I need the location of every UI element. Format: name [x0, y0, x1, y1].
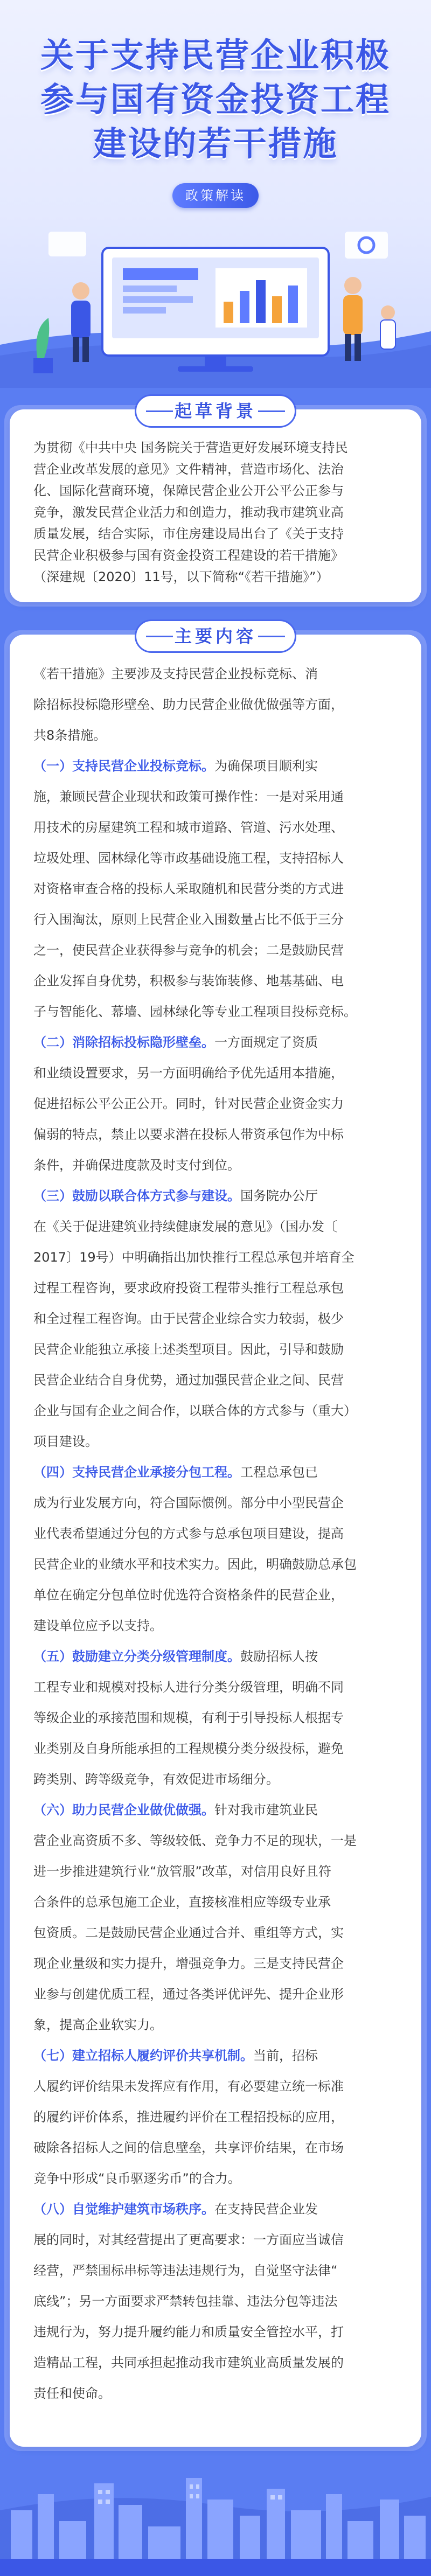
background-heading: [135, 394, 296, 428]
main-line: [33, 879, 344, 899]
main-line: [33, 725, 106, 746]
main-line-text: 包资质。二是鼓励民营企业通过合并、重组等方式，实: [33, 1925, 344, 1940]
main-line: [33, 2383, 111, 2404]
main-line-text: 为确保项目顺利实: [214, 758, 318, 774]
main-line-text: 成为行业发展方向，符合国际惯例。部分中小型民营企: [33, 1495, 344, 1510]
main-line: [33, 2291, 337, 2312]
background-line: （深建规〔2020〕11号，以下简称“《若干措施》”）: [33, 569, 329, 584]
policy-interpretation-tag: 政策解读: [172, 183, 259, 208]
main-line: [33, 1308, 344, 1329]
main-line: [33, 1401, 357, 1421]
measure-heading: （三）鼓励以联合体方式参与建设。: [33, 1188, 240, 1203]
main-line: [33, 1216, 337, 1237]
main-line-text: 现企业量级和实力提升，增强竞争力。三是支持民营企: [33, 1956, 344, 1971]
main-line: [33, 2199, 318, 2219]
main-line: [33, 2260, 337, 2281]
main-line-text: 偏弱的特点，禁止以要求潜在投标人带资承包作为中标: [33, 1127, 344, 1142]
main-line: [33, 2138, 344, 2158]
main-line-text: 民营企业能独立承接上述类型项目。因此，引导和鼓励: [33, 1342, 344, 1357]
main-line-text: 象，提高企业软实力。: [33, 2017, 163, 2032]
hero-title-line-3: 建设的若干措施: [93, 124, 338, 163]
background-panel: [10, 401, 421, 602]
hero-title: [0, 33, 431, 166]
main-line: [33, 2107, 344, 2127]
main-line: [33, 1953, 344, 1974]
main-line: [33, 1001, 357, 1022]
background-line: 竞争，激发民营企业活力和创造力，推动我市建筑业高: [33, 505, 344, 520]
hero-banner: [0, 0, 431, 388]
main-line: [33, 1892, 331, 1912]
main-line-text: 促进招标公平公正公开。同时，针对民营企业资金实力: [33, 1096, 344, 1111]
measure-heading: （四）支持民营企业承接分包工程。: [33, 1465, 240, 1480]
main-line: [33, 1861, 331, 1882]
main-line: [33, 1094, 344, 1114]
background-line: 化、国际化营商环境，保障民营企业公开公平公正参与: [33, 483, 344, 498]
main-line: [33, 1431, 98, 1452]
main-line-text: 企业发挥自身优势，积极参与装饰装修、地基基础、电: [33, 973, 344, 988]
main-line-text: 民营企业的业绩水平和技术实力。因此，明确鼓励总承包: [33, 1557, 357, 1572]
main-line-text: 和全过程工程咨询。由于民营企业综合实力较弱，极少: [33, 1311, 344, 1326]
main-line-text: 企业与国有企业之间合作，以联合体的方式参与（重大）: [33, 1403, 357, 1418]
main-line-text: 人履约评价结果未发挥应有作用，有必要建立统一标准: [33, 2079, 344, 2094]
main-content-panel: [10, 626, 421, 2447]
main-line-text: 业类别及自身所能承担的工程规模分类分级投标，避免: [33, 1741, 344, 1756]
main-line-text: 责任和使命。: [33, 2386, 111, 2401]
background-line: 民营企业积极参与国有资金投资工程建设的若干措施》: [33, 548, 344, 563]
main-line-text: 工程总承包已: [240, 1465, 318, 1480]
background-line: 营企业改革发展的意见》文件精神，营造市场化、法治: [33, 462, 344, 477]
main-line: [33, 2168, 241, 2189]
background-line: 为贯彻《中共中央 国务院关于营造更好发展环境支持民: [33, 440, 348, 455]
main-line: [33, 1585, 344, 1605]
measure-heading: （八）自觉维护建筑市场秩序。: [33, 2202, 214, 2217]
main-line-text: 一方面规定了资质: [214, 1035, 318, 1050]
main-line: [33, 1646, 318, 1667]
main-line-text: 民营企业结合自身优势，通过加强民营企业之间、民营: [33, 1373, 344, 1388]
main-line: [33, 817, 344, 838]
heading-left-dash: [146, 410, 173, 412]
main-line: [33, 971, 344, 991]
heading-right-dash: [258, 636, 285, 637]
main-line-text: 竞争中形成“良币驱逐劣币”的合力。: [33, 2171, 241, 2186]
main-line-text: 子与智能化、幕墙、园林绿化等专业工程项目投标竞标。: [33, 1004, 357, 1019]
main-line: [33, 1830, 357, 1851]
measure-heading: （六）助力民营企业做优做强。: [33, 1802, 214, 1818]
main-line: [33, 1032, 318, 1053]
office-illustration-icon: [0, 210, 431, 388]
main-line: [33, 1124, 344, 1145]
measure-heading: （七）建立招标人履约评价共享机制。: [33, 2048, 253, 2063]
main-line: [33, 848, 344, 868]
main-line: [33, 1738, 344, 1759]
main-line-text: 底线”；另一方面要求严禁转包挂靠、违法分包等违法: [33, 2294, 338, 2309]
heading-left-dash: [146, 636, 173, 637]
main-line: [33, 909, 344, 930]
main-line: [33, 2352, 344, 2373]
main-line-text: 单位在确定分包单位时优选符合资格条件的民营企业，: [33, 1588, 344, 1603]
background-line: 质量发展，结合实际，市住房建设局出台了《关于支持: [33, 526, 344, 541]
main-line-text: 经营，严禁围标串标等违法违规行为，自觉坚守法律“: [33, 2263, 338, 2278]
hero-title-line-1: 关于支持民营企业积极: [40, 36, 391, 75]
main-line-text: 展的同时，对其经营提出了更高要求：一方面应当诚信: [33, 2232, 344, 2247]
city-skyline-icon: [0, 2446, 431, 2576]
main-line-text: 当前，招标: [253, 2048, 318, 2063]
main-line: [33, 1155, 240, 1175]
main-line-text: 在《关于促进建筑业持续健康发展的意见》（国办发〔: [33, 1219, 337, 1234]
main-line-text: 项目建设。: [33, 1434, 98, 1449]
main-line-text: 在支持民营企业发: [214, 2202, 318, 2217]
main-line: [33, 1554, 357, 1575]
main-line: [33, 1370, 344, 1390]
main-line: [33, 1186, 318, 1206]
main-line: [33, 1278, 344, 1298]
main-line-text: 业代表希望通过分包的方式参与总承包项目建设，提高: [33, 1526, 344, 1541]
main-heading-text: 主要内容: [174, 626, 256, 646]
measure-heading: （二）消除招标投标隐形壁垒。: [33, 1035, 214, 1050]
main-line-text: 针对我市建筑业民: [214, 1802, 318, 1818]
main-line: [33, 2015, 163, 2035]
main-line-text: 和业绩设置要求，另一方面明确给予优先适用本措施，: [33, 1066, 344, 1081]
main-line: [33, 1616, 163, 1636]
main-line: [33, 1493, 344, 1513]
main-line: [33, 1984, 344, 2004]
main-line: [33, 1677, 344, 1697]
main-line: [33, 1462, 318, 1482]
main-line-text: 破除各招标人之间的信息壁垒，共享评价结果，在市场: [33, 2140, 344, 2155]
main-line: [33, 786, 344, 807]
main-line: [33, 1247, 354, 1268]
main-line-text: 跨类别、跨等级竞争，有效促进市场细分。: [33, 1772, 279, 1787]
hero-title-line-2: 参与国有资金投资工程: [40, 80, 391, 119]
main-line: [33, 694, 344, 715]
main-line-text: 国务院办公厅: [240, 1188, 318, 1203]
main-line-text: 鼓励招标人按: [240, 1649, 318, 1664]
main-line-text: 用技术的房屋建筑工程和城市道路、管道、污水处理、: [33, 820, 344, 835]
main-line-text: 《若干措施》主要涉及支持民营企业投标竞标、消: [33, 666, 318, 681]
main-line: [33, 1769, 279, 1790]
main-line-text: 对资格审查合格的投标人采取随机和民营分类的方式进: [33, 881, 344, 896]
main-line-text: 共8条措施。: [33, 728, 107, 743]
main-line-text: 垃圾处理、园林绿化等市政基础设施工程，支持招标人: [33, 851, 344, 866]
measure-heading: （一）支持民营企业投标竞标。: [33, 758, 214, 774]
main-line: [33, 2322, 344, 2342]
main-line-text: 营企业高资质不多、等级较低、竞争力不足的现状，一是: [33, 1833, 357, 1848]
main-line-text: 工程专业和规模对投标人进行分类分级管理，明确不同: [33, 1680, 344, 1695]
measure-heading: （五）鼓励建立分类分级管理制度。: [33, 1649, 240, 1664]
main-line-text: 建设单位应予以支持。: [33, 1618, 163, 1633]
main-line: [33, 756, 318, 776]
main-line-text: 合条件的总承包施工企业，直接核准相应等级专业承: [33, 1895, 331, 1910]
main-line-text: 条件，并确保进度款及时支付到位。: [33, 1158, 240, 1173]
main-line: [33, 664, 318, 684]
main-line: [33, 2230, 344, 2250]
main-line-text: 违规行为，努力提升履约能力和质量安全管控水平，打: [33, 2324, 344, 2340]
main-line-text: 施，兼顾民营企业现状和政策可操作性：一是对采用通: [33, 789, 344, 804]
main-line: [33, 1063, 344, 1083]
main-line-text: 造精品工程，共同承担起推动我市建筑业高质量发展的: [33, 2355, 344, 2370]
main-line: [33, 940, 344, 960]
main-line: [33, 2045, 318, 2066]
main-line: [33, 1708, 344, 1728]
main-line: [33, 1339, 344, 1360]
heading-right-dash: [258, 410, 285, 412]
main-line: [33, 1800, 318, 1820]
main-line: [33, 1923, 344, 1943]
main-line: [33, 2076, 344, 2097]
main-line-text: 除招标投标隐形壁垒、助力民营企业做优做强等方面，: [33, 697, 344, 712]
main-line-text: 进一步推进建筑行业“放管服”改革，对信用良好且符: [33, 1864, 331, 1879]
main-line-text: 过程工程咨询，要求政府投资工程带头推行工程总承包: [33, 1280, 344, 1296]
background-heading-text: 起草背景: [174, 401, 256, 421]
main-line-text: 等级企业的承接范围和规模，有利于引导投标人根据专: [33, 1710, 344, 1725]
main-line-text: 之一，使民营企业获得参与竞争的机会；二是鼓励民营: [33, 943, 344, 958]
main-line-text: 的履约评价体系，推进履约评价在工程招投标的应用，: [33, 2109, 344, 2125]
main-line-text: 2017〕19号）中明确指出加快推行工程总承包并培育全: [33, 1250, 354, 1265]
main-line-text: 业参与创建优质工程，通过各类评优评先、提升企业形: [33, 1987, 344, 2002]
main-heading: [135, 619, 296, 653]
main-line: [33, 1523, 344, 1544]
main-line-text: 行入围淘汰，原则上民营企业入围数量占比不低于三分: [33, 912, 344, 927]
